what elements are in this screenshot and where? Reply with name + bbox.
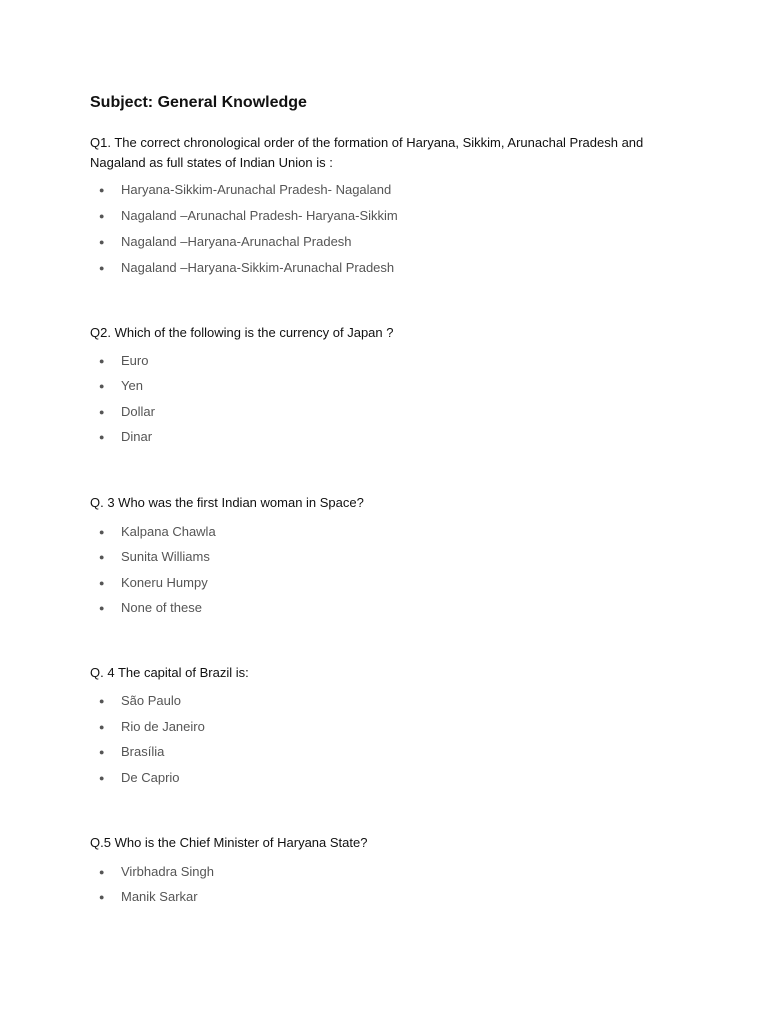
question-1-options (90, 180, 690, 278)
list-item: ● Kalpana Chawla (90, 522, 690, 542)
list-item: ● Dinar (90, 427, 690, 447)
question-1-text: Q1. The correct chronological order of the formation of Haryana, Sikkim, Arunachal Pradesh and Nagaland as full states of Indian Union is : (90, 135, 644, 170)
list-item: ● De Caprio (90, 768, 690, 788)
question-2-text: Q2. Which of the following is the currency of Japan ? (90, 325, 394, 340)
list-item: ● Sunita Williams (90, 547, 690, 567)
bullet-icon: ● (99, 747, 105, 757)
list-item: ● Euro (90, 351, 690, 371)
bullet-icon: ● (99, 185, 105, 195)
question-3-text: Q. 3 Who was the first Indian woman in Space? (90, 495, 364, 510)
question-block-1 (90, 133, 690, 278)
question-4-options (90, 691, 690, 788)
bullet-icon: ● (99, 578, 105, 588)
question-5-options (90, 862, 690, 907)
bullet-icon: ● (99, 407, 105, 417)
question-block-5 (90, 833, 690, 907)
bullet-icon: ● (99, 527, 105, 537)
list-item: ● Rio de Janeiro (90, 717, 690, 737)
bullet-icon: ● (99, 211, 105, 221)
list-item: ● Yen (90, 376, 690, 396)
document-page (90, 93, 690, 904)
question-3-options (90, 522, 690, 618)
list-item: ● Brasília (90, 742, 690, 762)
list-item: ● Nagaland –Arunachal Pradesh- Haryana-Sikkim (90, 206, 690, 226)
bullet-icon: ● (99, 356, 105, 366)
list-item: ● São Paulo (90, 691, 690, 711)
question-block-3 (90, 493, 690, 618)
list-item: ● Haryana-Sikkim-Arunachal Pradesh- Nagaland (90, 180, 690, 200)
question-4-text: Q. 4 The capital of Brazil is: (90, 665, 249, 680)
bullet-icon: ● (99, 432, 105, 442)
list-item: ● Manik Sarkar (90, 887, 690, 907)
bullet-icon: ● (99, 237, 105, 247)
list-item: ● Nagaland –Haryana-Sikkim-Arunachal Pradesh (90, 258, 690, 278)
question-block-2 (90, 323, 690, 447)
list-item: ● Dollar (90, 402, 690, 422)
list-item: ● Virbhadra Singh (90, 862, 690, 882)
bullet-icon: ● (99, 603, 105, 613)
subject-heading: Subject: General Knowledge (90, 94, 307, 111)
question-5-text: Q.5 Who is the Chief Minister of Haryana State? (90, 835, 368, 850)
question-block-4 (90, 663, 690, 788)
question-2-options (90, 351, 690, 447)
bullet-icon: ● (99, 892, 105, 902)
bullet-icon: ● (99, 867, 105, 877)
bullet-icon: ● (99, 696, 105, 706)
list-item: ● None of these (90, 598, 690, 618)
bullet-icon: ● (99, 552, 105, 562)
bullet-icon: ● (99, 773, 105, 783)
bullet-icon: ● (99, 263, 105, 273)
bullet-icon: ● (99, 722, 105, 732)
bullet-icon: ● (99, 381, 105, 391)
list-item: ● Nagaland –Haryana-Arunachal Pradesh (90, 232, 690, 252)
list-item: ● Koneru Humpy (90, 573, 690, 593)
